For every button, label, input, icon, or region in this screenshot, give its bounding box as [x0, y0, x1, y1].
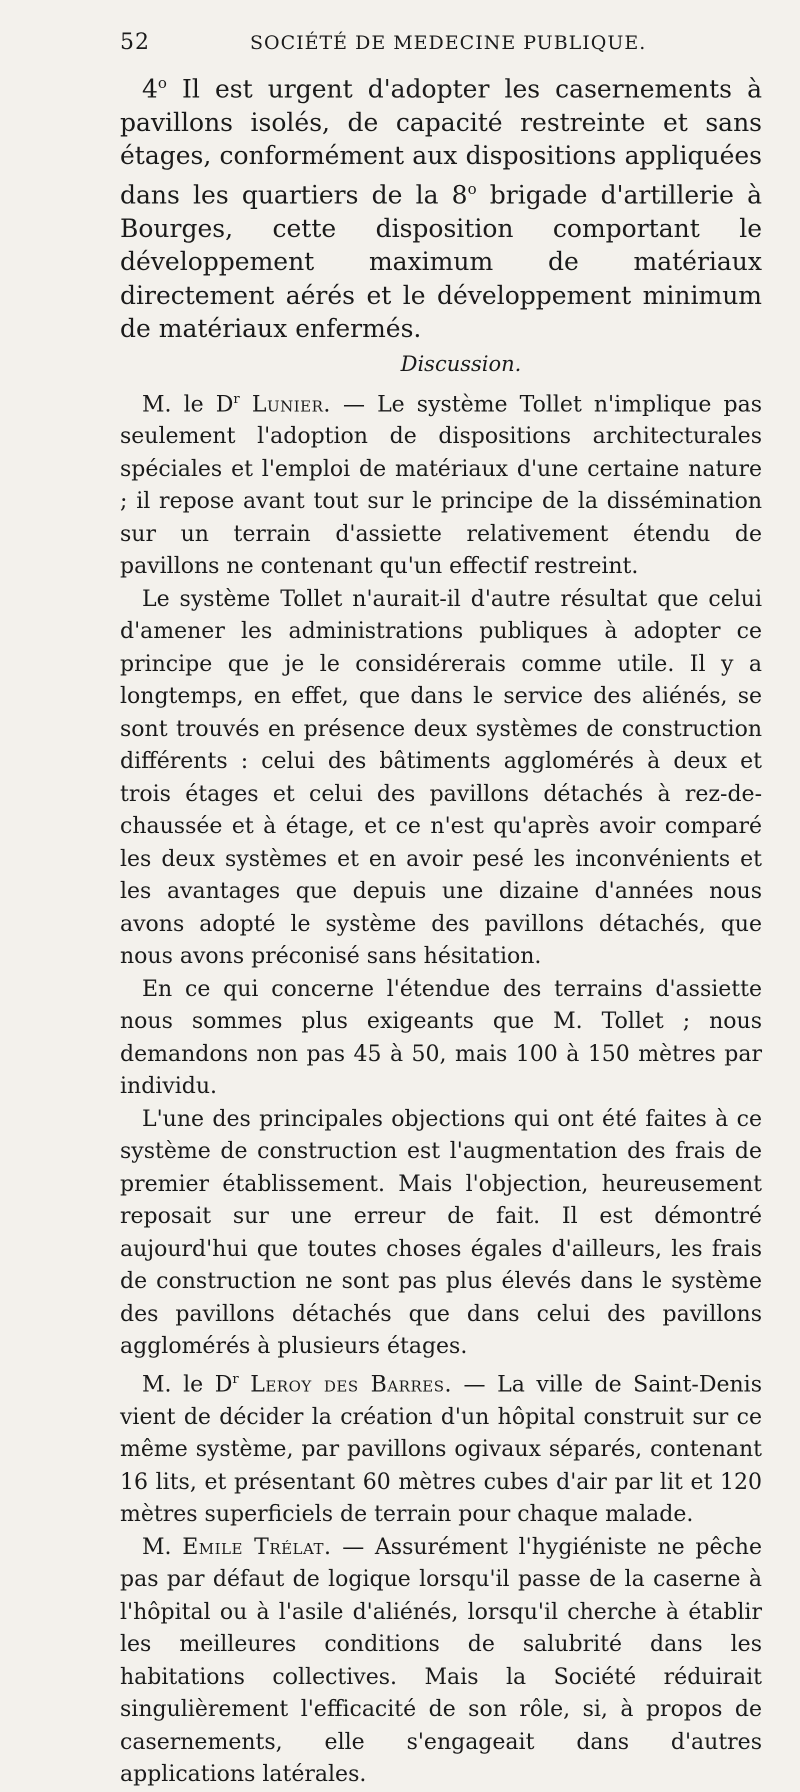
page-number: 52 [120, 30, 150, 55]
paragraph-leroy [120, 1364, 762, 1532]
speaker-sup: r [232, 1371, 239, 1387]
paragraph-2: Le système Tollet n'aurait-il d'autre résultat que celui d'amener les administrations publiques à adopter ce principe que je le considérerais comme utile. Il y a longtemps, en effet, que dans le service des aliénés, se sont trouvés en présence deux systèmes de construction différents : celui des bâtiments agglomérés à deux et trois étages et celui des pavillons détachés à rez-de-chaussée et à étage, et ce n'est qu'après avoir comparé les deux systèmes et en avoir pesé les inconvénients et les avantages que depuis une dizaine d'années nous avons adopté le système des pavillons détachés, que nous avons préconisé sans hésitation. [120, 586, 762, 970]
speaker-name: Emile Trélat. [182, 1534, 332, 1560]
paragraph-3: En ce qui concerne l'étendue des terrains d'assiette nous sommes plus exigeants que M. Tollet ; nous demandons non pas 45 à 50, mais 100 à 150 mètres par individu. [120, 976, 762, 1100]
paragraph-text: — Assurément l'hygiéniste ne pêche pas par défaut de logique lorsqu'il passe de la caserne à l'hôpital ou à l'asile d'aliénés, lorsqu'il cherche à établir les meilleures conditions de salubrité dans les habitations collectives. Mais la Société réduirait singulièrement l'efficacité de son rôle, si, à propos de casernements, elle s'engageait dans d'autres applications latérales. [120, 1534, 762, 1788]
brigade-ordinal: o [467, 179, 477, 198]
speaker-name: Lunier. [251, 391, 331, 417]
paragraph-text: — Le système Tollet n'implique pas seulement l'adoption de dispositions architecturales spéciales et l'emploi de matériaux d'une certaine nature ; il repose avant tout sur le principe de la dissémination sur un terrain d'assiette relativement étendu de pavillons ne contenant qu'un effectif restreint. [120, 391, 763, 580]
speaker-name: Leroy des Barres. [250, 1372, 452, 1398]
speaker-prefix: M. le D [142, 1372, 233, 1398]
paragraph-trelat [120, 1532, 762, 1792]
paragraph-text: — La ville de Saint-Denis vient de décider la création d'un hôpital construit sur ce même système, par pavillons ogivaux séparés, contenant 16 lits, et présentant 60 mètres cubes d'air par lit et 120 mètres superficiels de terrain pour chaque malade. [120, 1372, 763, 1528]
paragraph-4: L'une des principales objections qui ont été faites à ce système de construction est l'augmentation des frais de premier établissement. Mais l'objection, heureusement reposait sur une erreur de fait. Il est démontré aujourd'hui que toutes choses égales d'ailleurs, les frais de construction ne sont pas plus élevés dans le système des pavillons détachés que dans celui des pavillons agglomérés à plusieurs étages. [120, 1106, 762, 1360]
intro-text: Il est urgent d'adopter les casernements à pavillons isolés, de capacité restreinte et sans étages, conformément aux dispositions appliquées dans les quartiers de la 8 [120, 74, 762, 210]
paragraph-lunier [120, 384, 762, 584]
item-ordinal: o [157, 74, 167, 92]
page-header [120, 30, 762, 55]
section-heading: Discussion. [400, 351, 522, 376]
running-title: SOCIÉTÉ DE MEDECINE PUBLIQUE. [250, 32, 647, 54]
intro-text-end: brigade d'artillerie à Bourges, cette disposition comportant le développement maximum de matériaux directement aérés et le développement minimum de matériaux enfermés. [120, 180, 763, 344]
intro-paragraph [120, 67, 762, 346]
speaker-prefix: M. [142, 1534, 183, 1560]
speaker-sup: r [233, 391, 240, 407]
speaker-prefix: M. le D [142, 391, 234, 417]
item-number: 4 [142, 74, 158, 104]
